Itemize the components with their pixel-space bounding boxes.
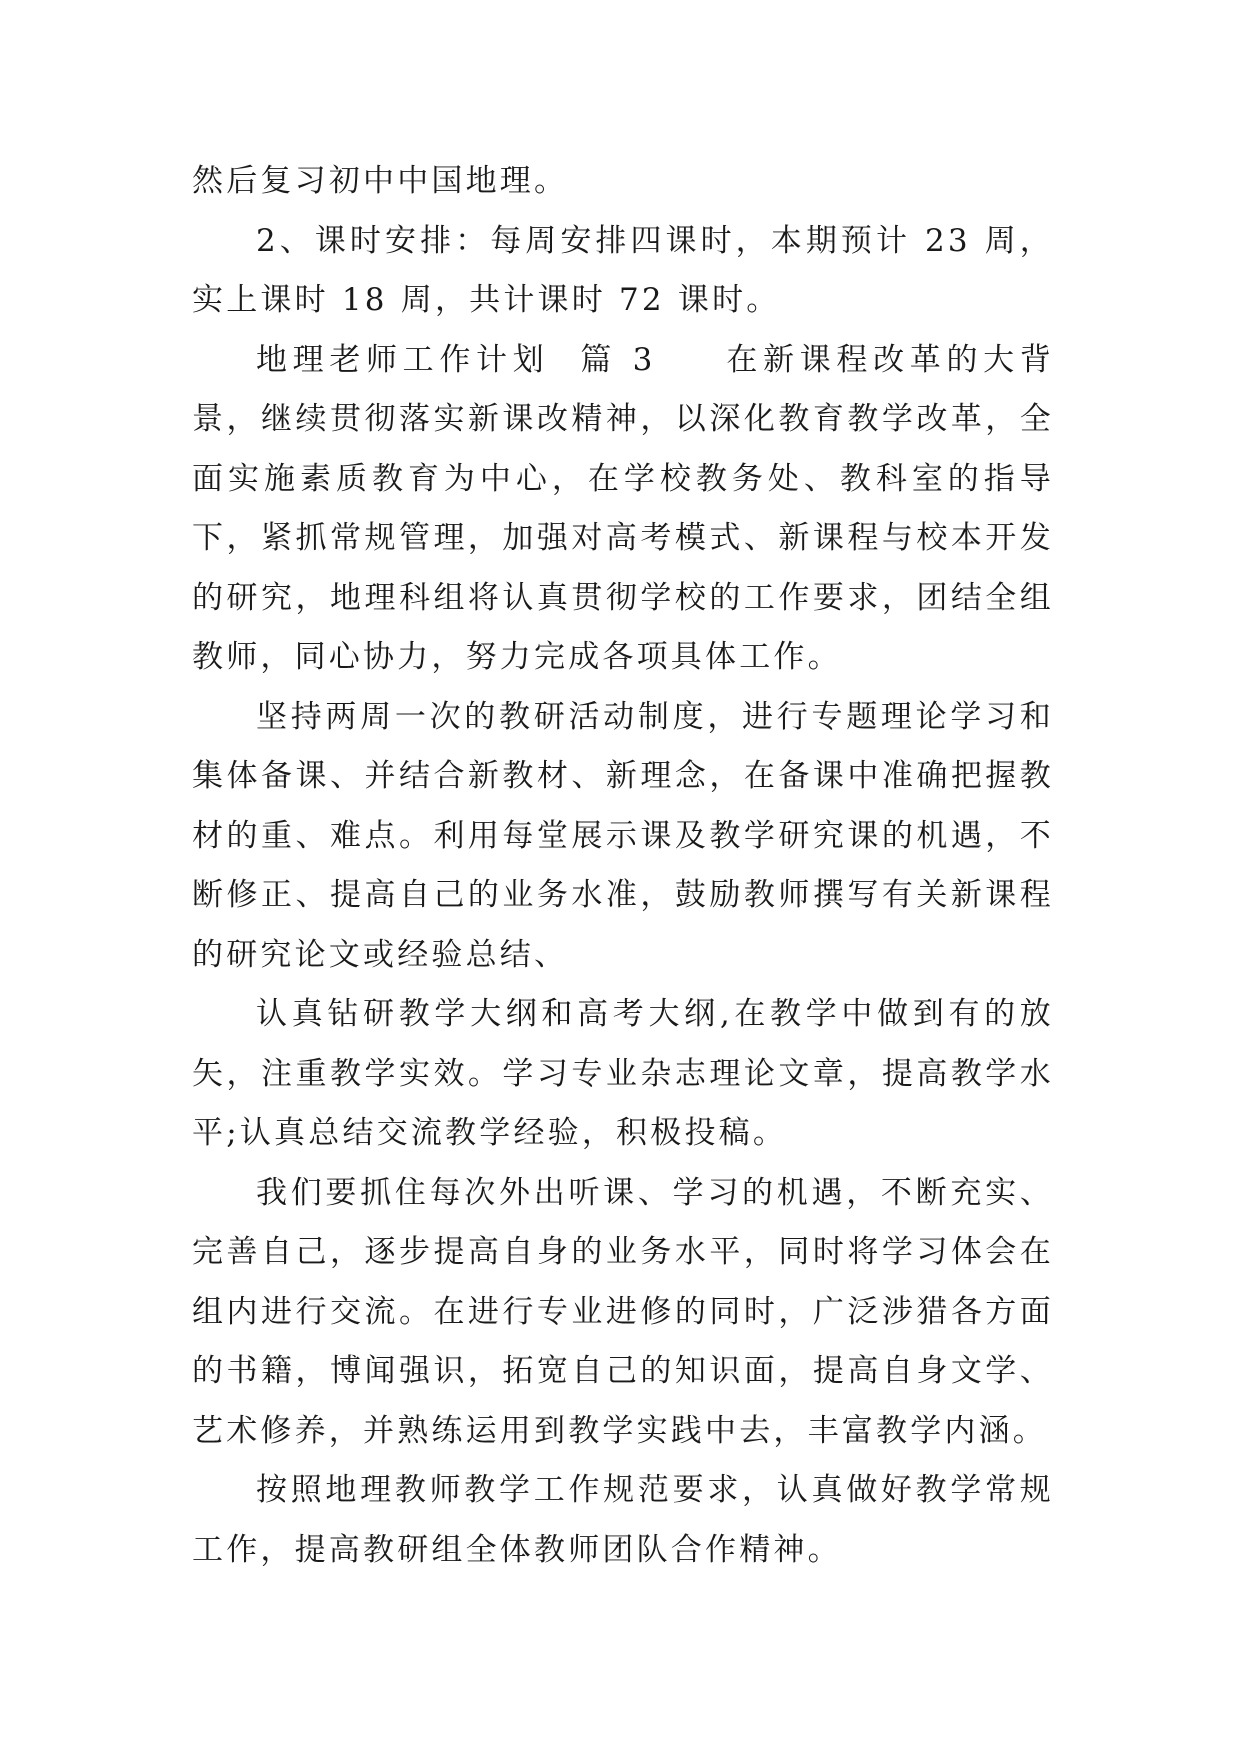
paragraph: 认真钻研教学大纲和高考大纲,在教学中做到有的放矢，注重教学实效。学习专业杂志理论文章，提高教学水平;认真总结交流教学经验，积极投稿。 <box>192 996 1054 1151</box>
paragraph-text: 在新课程改革的大背景，继续贯彻落实新课改精神，以深化教育教学改革，全面实施素质教育为中心，在学校教务处、教科室的指导下，紧抓常规管理，加强对高考模式、新课程与校本开发的研究，地理科组将认真贯彻学校的工作要求，团结全组教师，同心协力，努力完成各项具体工作。 <box>192 341 1054 675</box>
section-heading: 地理老师工作计划 篇 3 <box>256 341 656 378</box>
paragraph: 坚持两周一次的教研活动制度，进行专题理论学习和集体备课、并结合新教材、新理念，在备课中准确把握教材的重、难点。利用每堂展示课及教学研究课的机遇，不断修正、提高自己的业务水准，鼓励教师撰写有关新课程的研究论文或经验总结、 <box>192 698 1054 973</box>
paragraph: 按照地理教师教学工作规范要求，认真做好教学常规工作，提高教研组全体教师团队合作精神。 <box>192 1472 1054 1568</box>
paragraph: 然后复习初中中国地理。 <box>192 163 569 199</box>
document-body <box>192 152 1054 1580</box>
paragraph: 2、课时安排：每周安排四课时，本期预计 23 周，实上课时 18 周，共计课时 72 课时。 <box>192 222 1054 318</box>
paragraph: 我们要抓住每次外出听课、学习的机遇，不断充实、完善自己，逐步提高自身的业务水平，同时将学习体会在组内进行交流。在进行专业进修的同时，广泛涉猎各方面的书籍，博闻强识，拓宽自己的知识面，提高自身文学、艺术修养，并熟练运用到教学实践中去，丰富教学内涵。 <box>192 1174 1054 1449</box>
heading-gap <box>656 342 724 378</box>
paragraph-with-heading <box>192 331 1054 688</box>
